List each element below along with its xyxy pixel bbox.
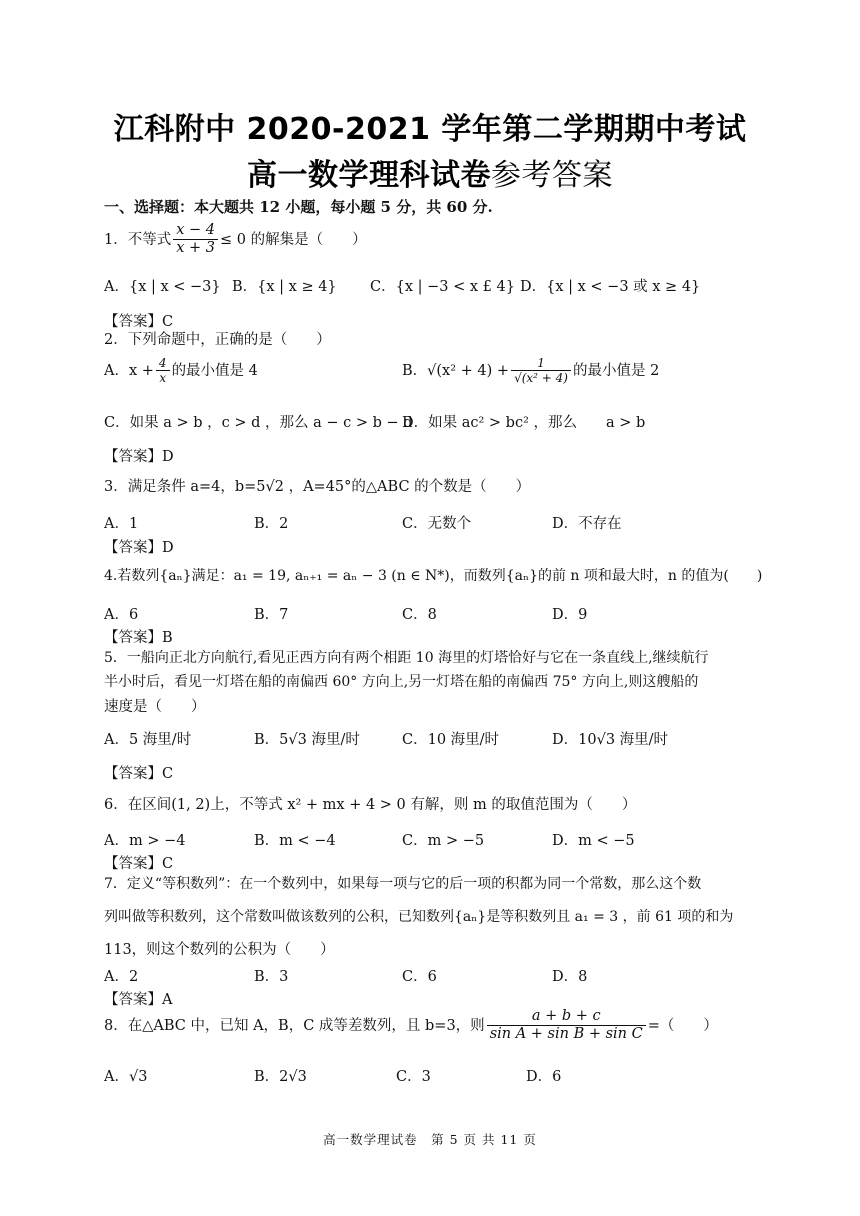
question-6: 6．在区间(1, 2)上，不等式 x² + mx + 4 > 0 有解，则 m 的取值范围为（ ） xyxy=(104,797,637,813)
q8-option-d: D．6 xyxy=(526,1069,562,1085)
q4-option-b: B．7 xyxy=(254,607,289,623)
q2-answer: 【答案】D xyxy=(104,449,174,465)
q5-option-c: C．10 海里/时 xyxy=(402,732,500,748)
question-3: 3．满足条件 a=4，b=5√2 ，A=45°的△ABC 的个数是（ ） xyxy=(104,479,531,495)
question-5-line-1: 5．一船向正北方向航行,看见正西方向有两个相距 10 海里的灯塔恰好与它在一条直线上,继续航行 xyxy=(104,650,709,666)
question-1 xyxy=(104,222,367,258)
question-8 xyxy=(104,1008,718,1044)
q1-option-a: A．{x | x < −3} xyxy=(104,279,221,295)
question-5-line-3: 速度是（ ） xyxy=(104,699,206,715)
q6-answer: 【答案】C xyxy=(104,856,174,872)
q8-frac-num: a + b + c xyxy=(487,1008,646,1026)
q8-option-b: B．2√3 xyxy=(254,1069,307,1085)
q7-option-d: D．8 xyxy=(552,969,588,985)
q7-option-a: A．2 xyxy=(104,969,139,985)
q4-option-a: A．6 xyxy=(104,607,139,623)
q6-option-d: D．m < −5 xyxy=(552,833,635,849)
q2-a-post: 的最小值是 4 xyxy=(171,362,258,379)
q2-option-c: C．如果 a > b ，c > d ，那么 a − c > b − d xyxy=(104,415,413,431)
q1-fraction xyxy=(173,222,218,258)
q2-b-fraction xyxy=(511,356,571,386)
q8-post: =（ ） xyxy=(647,1017,718,1034)
q3-option-c: C．无数个 xyxy=(402,516,472,532)
q2-a-fraction xyxy=(156,356,170,386)
q2-b-frac-den: √(x² + 4) xyxy=(514,371,568,386)
question-7-line-1: 7．定义“等积数列”：在一个数列中，如果每一项与它的后一项的积都为同一个常数，那么这个数 xyxy=(104,876,702,892)
q6-option-a: A．m > −4 xyxy=(104,833,186,849)
question-2: 2．下列命题中，正确的是（ ） xyxy=(104,332,331,348)
question-4: 4.若数列{aₙ}满足：a₁ = 19, aₙ₊₁ = aₙ − 3 (n ∈ N*)，而数列{aₙ}的前 n 项和最大时，n 的值为( ) xyxy=(104,568,763,584)
q2-a-frac-num: 4 xyxy=(156,356,170,371)
question-7-line-2: 列叫做等积数列，这个常数叫做该数列的公积，已知数列{aₙ}是等积数列且 a₁ = 3 ，前 61 项的和为 xyxy=(104,909,734,925)
q7-option-c: C．6 xyxy=(402,969,437,985)
q8-fraction xyxy=(487,1008,646,1044)
title-bold-part: 高一数学理科试卷 xyxy=(247,158,491,193)
q5-option-b: B．5√3 海里/时 xyxy=(254,732,360,748)
q8-option-a: A．√3 xyxy=(104,1069,148,1085)
page-footer: 高一数学理试卷 第 5 页 共 11 页 xyxy=(323,1132,537,1147)
q1-option-d: D．{x | x < −3 或 x ≥ 4} xyxy=(520,279,701,295)
q4-answer: 【答案】B xyxy=(104,630,173,646)
q2-b-pre: B．√(x² + 4) + xyxy=(402,362,510,379)
q5-answer: 【答案】C xyxy=(104,766,174,782)
q7-option-b: B．3 xyxy=(254,969,289,985)
title-line-2 xyxy=(0,150,860,194)
q3-answer: 【答案】D xyxy=(104,540,174,556)
q1-option-b: B．{x | x ≥ 4} xyxy=(232,279,337,295)
title-light-part: 参考答案 xyxy=(491,158,613,193)
q5-option-d: D．10√3 海里/时 xyxy=(552,732,669,748)
q1-post: ≤ 0 的解集是（ ） xyxy=(220,231,367,248)
q5-option-a: A．5 海里/时 xyxy=(104,732,192,748)
q2-option-b xyxy=(402,356,659,386)
q8-option-c: C．3 xyxy=(396,1069,431,1085)
q1-frac-num: x − 4 xyxy=(173,222,218,240)
q2-a-frac-den: x xyxy=(159,371,167,386)
q7-answer: 【答案】A xyxy=(104,992,173,1008)
q8-pre: 8．在△ABC 中，已知 A，B，C 成等差数列，且 b=3，则 xyxy=(104,1017,485,1034)
q3-option-d: D．不存在 xyxy=(552,516,622,532)
title-line-1: 江科附中 2020-2021 学年第二学期期中考试 xyxy=(113,112,747,147)
section-heading: 一、选择题：本大题共 12 小题，每小题 5 分，共 60 分. xyxy=(104,198,493,216)
q1-answer: 【答案】C xyxy=(104,314,174,330)
q1-pre: 1．不等式 xyxy=(104,231,172,248)
q2-option-a xyxy=(104,356,258,386)
q8-frac-den: sin A + sin B + sin C xyxy=(489,1026,643,1043)
q4-option-c: C．8 xyxy=(402,607,437,623)
q1-frac-den: x + 3 xyxy=(176,240,216,257)
q4-option-d: D．9 xyxy=(552,607,588,623)
q2-a-pre: A．x + xyxy=(104,362,154,379)
question-5-line-2: 半小时后，看见一灯塔在船的南偏西 60° 方向上,另一灯塔在船的南偏西 75° 方向上,则这艘船的 xyxy=(104,674,699,690)
q3-option-a: A．1 xyxy=(104,516,139,532)
q6-option-c: C．m > −5 xyxy=(402,833,485,849)
q1-option-c: C．{x | −3 < x £ 4} xyxy=(370,279,515,295)
q6-option-b: B．m < −4 xyxy=(254,833,336,849)
q3-option-b: B．2 xyxy=(254,516,289,532)
question-7-line-3: 113，则这个数列的公积为（ ） xyxy=(104,942,335,958)
q2-option-d: D．如果 ac² > bc² ，那么 a > b xyxy=(402,415,646,431)
q2-b-post: 的最小值是 2 xyxy=(572,362,660,379)
q2-b-frac-num: 1 xyxy=(511,356,571,371)
